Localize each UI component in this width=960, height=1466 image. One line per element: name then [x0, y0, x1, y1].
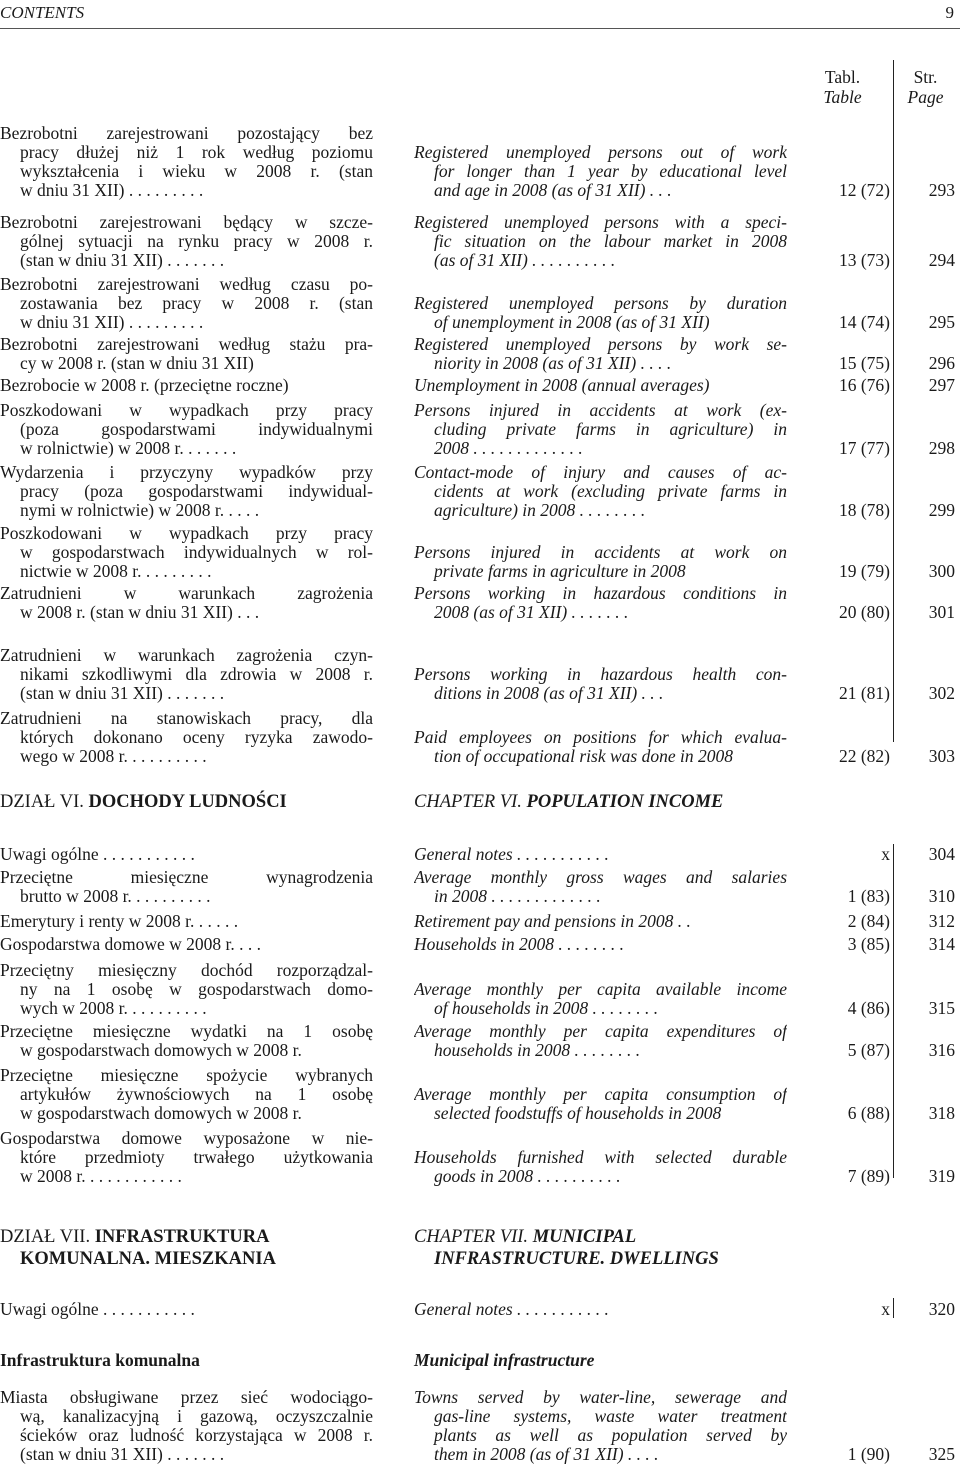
- table-number: 20 (80): [838, 602, 890, 622]
- entry-line-pl: w dniu 31 XII) . . . . . . . . .: [20, 180, 204, 200]
- table-number: 14 (74): [838, 312, 890, 332]
- toc-entry[interactable]: [0, 935, 960, 954]
- entry-line-pl: Poszkodowani w wypadkach przy pracy: [0, 524, 373, 543]
- toc-entry[interactable]: [0, 1129, 960, 1186]
- subsection-heading-en: Municipal infrastructure: [414, 1350, 595, 1370]
- toc-entry[interactable]: [0, 845, 960, 864]
- entry-line-en: fic situation on the labour market in 2008: [434, 232, 787, 251]
- entry-line-en: ditions in 2008 (as of 31 XII) . . .: [434, 683, 664, 703]
- chapter-number-pl: DZIAŁ VII.: [0, 1227, 91, 1247]
- entry-title-en: [414, 143, 787, 200]
- toc-entry[interactable]: [0, 524, 960, 581]
- entry-line-en: Households furnished with selected durable: [414, 1148, 787, 1167]
- entry-line-pl: wą, kanalizacyjną i gazową, oczyszczalnie: [20, 1407, 373, 1426]
- entry-line-pl: (poza gospodarstwami indywidualnymi: [20, 420, 373, 439]
- entry-line-pl: Bezrobotni zarejestrowani według stażu pra-: [0, 335, 373, 354]
- entry-line-en: selected foodstuffs of households in 2008: [434, 1103, 722, 1123]
- page-ref: 314: [928, 934, 955, 954]
- entry-line-pl: Uwagi ogólne . . . . . . . . . . .: [0, 1299, 195, 1319]
- entry-title-pl: [0, 275, 373, 332]
- chapter-number-pl: DZIAŁ VI.: [0, 792, 84, 812]
- entry-line-pl: ny na 1 osobę w gospodarstwach domo-: [20, 980, 373, 999]
- entry-line-pl: w gospodarstwach domowych w 2008 r.: [20, 1103, 302, 1123]
- entry-line-en: for longer than 1 year by educational level: [434, 162, 787, 181]
- entry-title-pl: [0, 401, 373, 458]
- entry-line-pl: Bezrobotni zarejestrowani pozostający bez: [0, 124, 373, 143]
- entry-title-en: [414, 845, 787, 864]
- entry-line-en: Contact-mode of injury and causes of ac-: [414, 463, 787, 482]
- table-number: 4 (86): [847, 998, 890, 1018]
- table-number: 17 (77): [838, 438, 890, 458]
- entry-line-pl: Zatrudnieni na stanowiskach pracy, dla: [0, 709, 373, 728]
- table-number: 22 (82): [838, 746, 890, 766]
- chapter-title-en: MUNICIPAL: [532, 1227, 637, 1247]
- entry-title-en: [414, 868, 787, 906]
- page-ref: 299: [928, 500, 955, 520]
- page-ref: 298: [928, 438, 955, 458]
- entry-line-pl: artykułów żywnościowych na 1 osobę: [20, 1085, 373, 1104]
- table-number: 13 (73): [838, 250, 890, 270]
- entry-line-pl: pracy dłużej niż 1 rok według poziomu: [20, 143, 373, 162]
- page-ref: 297: [928, 375, 955, 395]
- entry-line-pl: wykształcenia i wieku w 2008 r. (stan: [20, 162, 373, 181]
- chapter-heading-en: [414, 791, 723, 813]
- entry-title-en: [414, 1085, 787, 1123]
- entry-line-en: Unemployment in 2008 (annual averages): [414, 375, 710, 395]
- entry-title-en: [414, 1300, 787, 1319]
- table-number: 15 (75): [838, 353, 890, 373]
- table-number: 2 (84): [847, 911, 890, 931]
- chapter-title-pl: INFRASTRUKTURA: [94, 1227, 270, 1247]
- table-column-heading: [795, 67, 890, 107]
- entry-line-pl: w 2008 r. (stan w dniu 31 XII) . . .: [20, 602, 260, 622]
- entry-title-pl: [0, 335, 373, 373]
- entry-title-en: [414, 980, 787, 1018]
- entry-line-en: 2008 . . . . . . . . . . . . .: [434, 438, 583, 458]
- entry-line-pl: Wydarzenia i przyczyny wypadków przy: [0, 463, 373, 482]
- page-ref: 315: [928, 998, 955, 1018]
- entry-line-pl: Poszkodowani w wypadkach przy pracy: [0, 401, 373, 420]
- toc-entry[interactable]: [0, 1388, 960, 1464]
- entry-title-pl: [0, 124, 373, 200]
- table-number: x: [881, 844, 890, 864]
- table-number: 12 (72): [838, 180, 890, 200]
- page-ref: 316: [928, 1040, 955, 1060]
- toc-entry[interactable]: [0, 124, 960, 200]
- entry-line-en: Registered unemployed persons by work se-: [414, 335, 787, 354]
- entry-line-en: gas-line systems, waste water treatment: [434, 1407, 787, 1426]
- toc-entry[interactable]: [0, 584, 960, 622]
- chapter-title-en-cont: INFRASTRUCTURE. DWELLINGS: [434, 1249, 719, 1269]
- running-title: CONTENTS: [0, 3, 85, 22]
- entry-line-pl: w gospodarstwach domowych w 2008 r.: [20, 1040, 302, 1060]
- entry-line-en: private farms in agriculture in 2008: [434, 561, 686, 581]
- entry-line-pl: w 2008 r. . . . . . . . . . . .: [20, 1166, 182, 1186]
- page-ref: 293: [928, 180, 955, 200]
- table-number: x: [881, 1299, 890, 1319]
- entry-line-en: General notes . . . . . . . . . . .: [414, 1299, 609, 1319]
- table-number: 19 (79): [838, 561, 890, 581]
- page-ref: 310: [928, 886, 955, 906]
- entry-line-pl: nictwie w 2008 r. . . . . . . . .: [20, 561, 212, 581]
- entry-line-pl: Bezrobocie w 2008 r. (przeciętne roczne): [0, 375, 289, 395]
- entry-line-pl: Przeciętne miesięczne wydatki na 1 osobę: [0, 1022, 373, 1041]
- chapter-title-en: POPULATION INCOME: [526, 792, 724, 812]
- entry-line-pl: nikami szkodliwymi dla zdrowia w 2008 r.: [20, 665, 373, 684]
- entry-title-en: [414, 584, 787, 622]
- entry-title-pl: [0, 376, 373, 395]
- entry-line-en: cidents at work (excluding private farms in: [434, 482, 787, 501]
- page-heading-pl: Str.: [913, 67, 938, 87]
- entry-line-pl: (stan w dniu 31 XII) . . . . . . .: [20, 683, 225, 703]
- entry-line-pl: gólnej sytuacji na rynku pracy w 2008 r.: [20, 232, 373, 251]
- entry-line-en: niority in 2008 (as of 31 XII) . . . .: [434, 353, 672, 373]
- entry-title-en: [414, 463, 787, 520]
- entry-title-en: [414, 401, 787, 458]
- entry-line-en: (as of 31 XII) . . . . . . . . . .: [434, 250, 616, 270]
- entry-title-en: [414, 376, 787, 395]
- entry-line-en: Average monthly per capita consumption of: [414, 1085, 787, 1104]
- entry-title-pl: [0, 463, 373, 520]
- chapter-heading-pl: [0, 791, 287, 813]
- chapter-title-pl-cont: KOMUNALNA. MIESZKANIA: [20, 1249, 276, 1269]
- entry-line-en: cluding private farms in agriculture) in: [434, 420, 787, 439]
- entry-title-pl: [0, 584, 373, 622]
- table-heading-en: Table: [823, 87, 862, 107]
- entry-title-en: [414, 294, 787, 332]
- entry-line-en: Persons injured in accidents at work (ex-: [414, 401, 787, 420]
- entry-line-en: Registered unemployed persons with a speci-: [414, 213, 787, 232]
- entry-title-en: [414, 335, 787, 373]
- entry-line-en: 2008 (as of 31 XII) . . . . . . .: [434, 602, 629, 622]
- toc-entry[interactable]: [0, 709, 960, 766]
- page-number: 9: [945, 3, 954, 22]
- entry-line-pl: Przeciętne miesięczne wynagrodzenia: [0, 868, 373, 887]
- page-ref: 312: [928, 911, 955, 931]
- entry-line-pl: nymi w rolnictwie) w 2008 r. . . . .: [20, 500, 260, 520]
- entry-title-pl: [0, 961, 373, 1018]
- entry-line-en: Persons working in hazardous conditions in: [414, 584, 787, 603]
- entry-title-pl: [0, 912, 373, 931]
- toc-entry[interactable]: [0, 961, 960, 1018]
- entry-line-pl: Gospodarstwa domowe wyposażone w nie-: [0, 1129, 373, 1148]
- entry-line-pl: ścieków oraz ludność korzystająca w 2008 r.: [20, 1426, 373, 1445]
- entry-line-pl: Uwagi ogólne . . . . . . . . . . .: [0, 844, 195, 864]
- entry-title-en: [414, 912, 787, 931]
- page-ref: 296: [928, 353, 955, 373]
- toc-entry[interactable]: [0, 1300, 960, 1319]
- toc-entry[interactable]: [0, 463, 960, 520]
- chapter-number-en: CHAPTER VII.: [414, 1227, 529, 1247]
- entry-line-en: tion of occupational risk was done in 2008: [434, 746, 733, 766]
- subsection-heading-pl: Infrastruktura komunalna: [0, 1350, 200, 1370]
- entry-line-en: Average monthly per capita available income: [414, 980, 787, 999]
- chapter-title-pl: DOCHODY LUDNOŚCI: [88, 792, 287, 812]
- entry-line-pl: brutto w 2008 r. . . . . . . . . .: [20, 886, 211, 906]
- table-number: 1 (83): [847, 886, 890, 906]
- toc-entry[interactable]: [0, 335, 960, 373]
- entry-line-en: in 2008 . . . . . . . . . . . . .: [434, 886, 601, 906]
- entry-line-pl: pracy (poza gospodarstwami indywidual-: [20, 482, 373, 501]
- table-number: 6 (88): [847, 1103, 890, 1123]
- entry-line-en: Towns served by water-line, sewerage and: [414, 1388, 787, 1407]
- table-number: 1 (90): [847, 1444, 890, 1464]
- entry-line-pl: w rolnictwie) w 2008 r. . . . . . .: [20, 438, 237, 458]
- entry-line-en: of unemployment in 2008 (as of 31 XII): [434, 312, 710, 332]
- entry-title-pl: [0, 1022, 373, 1060]
- page-ref: 325: [928, 1444, 955, 1464]
- entry-line-pl: wego w 2008 r. . . . . . . . . .: [20, 746, 207, 766]
- entry-line-en: Persons working in hazardous health con-: [414, 665, 787, 684]
- entry-line-en: goods in 2008 . . . . . . . . . .: [434, 1166, 621, 1186]
- entry-line-en: Registered unemployed persons out of work: [414, 143, 787, 162]
- page-ref: 320: [928, 1299, 955, 1319]
- entry-line-en: General notes . . . . . . . . . . .: [414, 844, 609, 864]
- chapter-number-en: CHAPTER VI.: [414, 792, 522, 812]
- entry-title-pl: [0, 1388, 373, 1464]
- table-number: 18 (78): [838, 500, 890, 520]
- entry-line-pl: w gospodarstwach indywidualnych w rol-: [20, 543, 373, 562]
- entry-line-en: Average monthly per capita expenditures of: [414, 1022, 787, 1041]
- page-ref: 301: [928, 602, 955, 622]
- entry-line-pl: cy w 2008 r. (stan w dniu 31 XII): [20, 353, 254, 373]
- entry-title-en: [414, 1022, 787, 1060]
- page-ref: 318: [928, 1103, 955, 1123]
- entry-line-en: Retirement pay and pensions in 2008 . .: [414, 911, 691, 931]
- page-header: [0, 0, 960, 30]
- entry-line-pl: w dniu 31 XII) . . . . . . . . .: [20, 312, 204, 332]
- entry-line-en: Paid employees on positions for which evalua-: [414, 728, 787, 747]
- entry-line-en: plants as well as population served by: [434, 1426, 787, 1445]
- entry-title-pl: [0, 845, 373, 864]
- entry-line-en: Average monthly gross wages and salaries: [414, 868, 787, 887]
- table-number: 5 (87): [847, 1040, 890, 1060]
- entry-title-pl: [0, 646, 373, 703]
- toc-entry[interactable]: [0, 275, 960, 332]
- entry-line-pl: Gospodarstwa domowe w 2008 r. . . .: [0, 934, 262, 954]
- entry-line-pl: (stan w dniu 31 XII) . . . . . . .: [20, 250, 225, 270]
- entry-line-en: them in 2008 (as of 31 XII) . . . .: [434, 1444, 659, 1464]
- entry-line-pl: które przedmioty trwałego użytkowania: [20, 1148, 373, 1167]
- table-number: 21 (81): [838, 683, 890, 703]
- table-number: 3 (85): [847, 934, 890, 954]
- page-ref: 319: [928, 1166, 955, 1186]
- entry-line-pl: Bezrobotni zarejestrowani będący w szcze-: [0, 213, 373, 232]
- page-ref: 302: [928, 683, 955, 703]
- entry-line-pl: których dokonano oceny ryzyka zawodo-: [20, 728, 373, 747]
- entry-line-pl: Przeciętny miesięczny dochód rozporządzal-: [0, 961, 373, 980]
- entry-title-en: [414, 1148, 787, 1186]
- entry-line-en: Households in 2008 . . . . . . . .: [414, 934, 624, 954]
- entry-title-pl: [0, 935, 373, 954]
- entry-title-pl: [0, 709, 373, 766]
- table-heading-pl: Tabl.: [824, 67, 861, 87]
- entry-line-pl: zostawania bez pracy w 2008 r. (stan: [20, 294, 373, 313]
- header-rule: [0, 28, 960, 29]
- entry-line-pl: wych w 2008 r. . . . . . . . . .: [20, 998, 207, 1018]
- table-number: 16 (76): [838, 375, 890, 395]
- entry-title-en: [414, 728, 787, 766]
- entry-line-en: Persons injured in accidents at work on: [414, 543, 787, 562]
- toc-entry[interactable]: [0, 376, 960, 395]
- entry-title-en: [414, 213, 787, 270]
- toc-entry[interactable]: [0, 213, 960, 270]
- page-ref: 303: [928, 746, 955, 766]
- toc-entry[interactable]: [0, 646, 960, 703]
- entry-line-pl: Przeciętne miesięczne spożycie wybranych: [0, 1066, 373, 1085]
- entry-title-pl: [0, 1066, 373, 1123]
- entry-title-pl: [0, 524, 373, 581]
- entry-title-pl: [0, 1300, 373, 1319]
- entry-line-pl: (stan w dniu 31 XII) . . . . . . .: [20, 1444, 225, 1464]
- toc-entry[interactable]: [0, 1066, 960, 1123]
- entry-title-en: [414, 665, 787, 703]
- entry-line-pl: Zatrudnieni w warunkach zagrożenia: [0, 584, 373, 603]
- entry-title-en: [414, 935, 787, 954]
- toc-entry[interactable]: [0, 401, 960, 458]
- page-ref: 300: [928, 561, 955, 581]
- entry-line-pl: Bezrobotni zarejestrowani według czasu po-: [0, 275, 373, 294]
- chapter-heading-en: [414, 1226, 719, 1270]
- entry-line-en: Registered unemployed persons by duration: [414, 294, 787, 313]
- entry-line-pl: Zatrudnieni w warunkach zagrożenia czyn-: [0, 646, 373, 665]
- toc-entry[interactable]: [0, 912, 960, 931]
- entry-line-en: and age in 2008 (as of 31 XII) . . .: [434, 180, 672, 200]
- chapter-heading-pl: [0, 1226, 276, 1270]
- toc-entry[interactable]: [0, 868, 960, 906]
- entry-title-pl: [0, 1129, 373, 1186]
- entry-line-pl: Miasta obsługiwane przez sieć wodociągo-: [0, 1388, 373, 1407]
- entry-line-en: agriculture) in 2008 . . . . . . . .: [434, 500, 646, 520]
- page-ref: 304: [928, 844, 955, 864]
- page-heading-en: Page: [907, 87, 944, 107]
- page-ref: 294: [928, 250, 955, 270]
- entry-title-pl: [0, 213, 373, 270]
- entry-line-pl: Emerytury i renty w 2008 r. . . . . .: [0, 911, 239, 931]
- entry-title-pl: [0, 868, 373, 906]
- entry-line-en: of households in 2008 . . . . . . . .: [434, 998, 659, 1018]
- page-ref: 295: [928, 312, 955, 332]
- entry-line-en: households in 2008 . . . . . . . .: [434, 1040, 641, 1060]
- entry-title-en: [414, 543, 787, 581]
- page-column-heading: [898, 67, 953, 107]
- entry-title-en: [414, 1388, 787, 1464]
- toc-entry[interactable]: [0, 1022, 960, 1060]
- table-number: 7 (89): [847, 1166, 890, 1186]
